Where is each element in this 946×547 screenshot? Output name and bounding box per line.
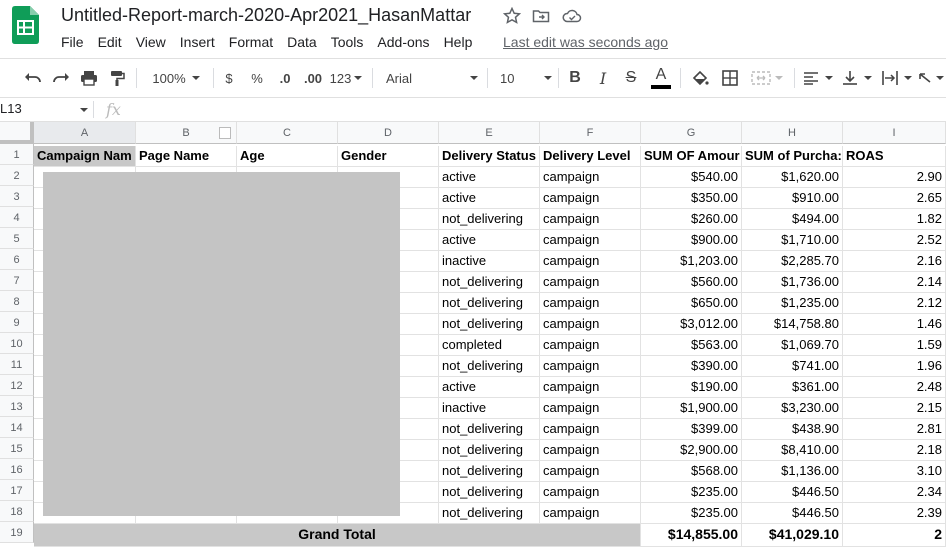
decrease-decimal-button[interactable]: .0 [279, 70, 291, 86]
fill-color-icon[interactable] [690, 59, 710, 97]
cell-roas[interactable]: 2.81 [843, 419, 946, 440]
row-header-12[interactable]: 12 [0, 375, 34, 396]
cell-roas[interactable]: 2.12 [843, 293, 946, 314]
header-cell-e[interactable]: Delivery Status [439, 146, 540, 167]
row-header-13[interactable]: 13 [0, 396, 34, 417]
row-header-5[interactable]: 5 [0, 228, 34, 249]
grand-total-amount[interactable]: $14,855.00 [641, 524, 742, 547]
grand-total-roas[interactable]: 2 [843, 524, 946, 547]
cell-level[interactable]: campaign [540, 209, 641, 230]
font-size-value: 10 [500, 70, 515, 86]
row-header-4[interactable]: 4 [0, 207, 34, 228]
chevron-down-icon [470, 76, 478, 80]
row-header-17[interactable]: 17 [0, 480, 34, 501]
cell-purchase[interactable]: $3,230.00 [742, 398, 843, 419]
cell-status[interactable]: not_delivering [439, 461, 540, 482]
cell-purchase[interactable]: $446.50 [742, 482, 843, 503]
text-color-swatch [651, 85, 671, 89]
menu-insert[interactable]: Insert [179, 34, 215, 50]
redo-icon[interactable] [50, 59, 72, 97]
cell-roas[interactable]: 2.15 [843, 398, 946, 419]
cell-level[interactable]: campaign [540, 398, 641, 419]
chevron-down-icon [192, 76, 200, 80]
cell-purchase[interactable]: $2,285.70 [742, 251, 843, 272]
row-header-16[interactable]: 16 [0, 459, 34, 480]
cell-amount[interactable]: $235.00 [641, 482, 742, 503]
row-header-11[interactable]: 11 [0, 354, 34, 375]
cloud-saved-icon[interactable] [562, 7, 580, 25]
cell-status[interactable]: active [439, 230, 540, 251]
increase-decimal-button[interactable]: .00 [303, 70, 323, 86]
cell-amount[interactable]: $563.00 [641, 335, 742, 356]
row-header-3[interactable]: 3 [0, 186, 34, 207]
chevron-down-icon [864, 76, 872, 80]
cell-roas[interactable]: 2.90 [843, 167, 946, 188]
cell-status[interactable]: not_delivering [439, 272, 540, 293]
cell-level[interactable]: campaign [540, 419, 641, 440]
grand-total-label[interactable]: Grand Total [34, 524, 641, 547]
cell-amount[interactable]: $540.00 [641, 167, 742, 188]
cell-amount[interactable]: $399.00 [641, 419, 742, 440]
row-header-6[interactable]: 6 [0, 249, 34, 270]
header-cell-a[interactable]: Campaign Nam [34, 146, 136, 167]
cell-status[interactable]: not_delivering [439, 482, 540, 503]
header-cell-g[interactable]: SUM OF Amour [641, 146, 742, 167]
cell-roas[interactable]: 1.46 [843, 314, 946, 335]
horizontal-align-icon[interactable] [802, 59, 834, 97]
cell-level[interactable]: campaign [540, 293, 641, 314]
cell-level[interactable]: campaign [540, 272, 641, 293]
header-cell-b[interactable]: Page Name [136, 146, 237, 167]
text-wrapping-icon[interactable] [880, 59, 914, 97]
zoom-select[interactable] [146, 59, 206, 97]
cell-roas[interactable]: 1.96 [843, 356, 946, 377]
cell-roas[interactable]: 2.48 [843, 377, 946, 398]
cell-status[interactable]: inactive [439, 251, 540, 272]
select-all-corner[interactable] [0, 122, 34, 144]
font-size-select[interactable] [494, 59, 552, 97]
strikethrough-button[interactable]: S [625, 69, 637, 86]
chevron-down-icon [354, 76, 362, 80]
menu-file[interactable]: File [61, 34, 84, 50]
cell-status[interactable]: not_delivering [439, 314, 540, 335]
cell-roas[interactable]: 2.52 [843, 230, 946, 251]
cell-level[interactable]: campaign [540, 167, 641, 188]
italic-button[interactable]: I [599, 68, 607, 88]
cell-status[interactable]: active [439, 167, 540, 188]
header-cell-d[interactable]: Gender [338, 146, 439, 167]
cell-purchase[interactable]: $1,710.00 [742, 230, 843, 251]
cell-status[interactable]: completed [439, 335, 540, 356]
cell-amount[interactable]: $390.00 [641, 356, 742, 377]
menu-view[interactable]: View [135, 34, 166, 50]
cell-status[interactable]: not_delivering [439, 209, 540, 230]
cell-level[interactable]: campaign [540, 188, 641, 209]
toolbar [0, 58, 946, 98]
row-header-8[interactable]: 8 [0, 291, 34, 312]
cell-roas[interactable]: 2.39 [843, 503, 946, 524]
cell-level[interactable]: campaign [540, 314, 641, 335]
document-title[interactable]: Untitled-Report-march-2020-Apr2021_HasanMattar [61, 5, 472, 25]
cell-amount[interactable]: $650.00 [641, 293, 742, 314]
move-to-folder-icon[interactable] [532, 7, 550, 25]
cell-roas[interactable]: 3.10 [843, 461, 946, 482]
column-header-f[interactable]: F [540, 122, 641, 144]
cell-level[interactable]: campaign [540, 440, 641, 461]
grand-total-purchase[interactable]: $41,029.10 [742, 524, 843, 547]
cell-purchase[interactable]: $438.90 [742, 419, 843, 440]
function-icon: fx [106, 100, 121, 119]
cell-level[interactable]: campaign [540, 356, 641, 377]
cell-amount[interactable]: $350.00 [641, 188, 742, 209]
cell-purchase[interactable]: $1,736.00 [742, 272, 843, 293]
header-cell-h[interactable]: SUM of Purcha: [742, 146, 843, 167]
name-box-value: L13 [0, 101, 22, 116]
cell-purchase[interactable]: $1,620.00 [742, 167, 843, 188]
chevron-down-icon [904, 76, 912, 80]
menu-addons[interactable]: Add-ons [377, 34, 430, 50]
cell-purchase[interactable]: $741.00 [742, 356, 843, 377]
cell-level[interactable]: campaign [540, 230, 641, 251]
cell-amount[interactable]: $1,900.00 [641, 398, 742, 419]
merge-cells-icon[interactable] [748, 59, 786, 97]
vertical-align-icon[interactable] [840, 59, 874, 97]
formula-input[interactable] [132, 98, 942, 121]
cell-amount[interactable]: $235.00 [641, 503, 742, 524]
header-cell-f[interactable]: Delivery Level [540, 146, 641, 167]
star-icon[interactable] [503, 7, 521, 25]
name-box[interactable] [0, 98, 92, 121]
menu-data[interactable]: Data [287, 34, 317, 50]
last-edit-link[interactable]: Last edit was seconds ago [503, 34, 668, 50]
divider [93, 101, 94, 118]
menu-format[interactable]: Format [228, 34, 274, 50]
chevron-down-icon [825, 76, 833, 80]
cell-status[interactable]: not_delivering [439, 440, 540, 461]
text-color-label: A [655, 66, 667, 83]
column-header-a[interactable]: A [34, 122, 136, 144]
header-cell-c[interactable]: Age [237, 146, 338, 167]
cell-purchase[interactable]: $910.00 [742, 188, 843, 209]
cell-level[interactable]: campaign [540, 461, 641, 482]
column-header-e[interactable]: E [439, 122, 540, 144]
cell-amount[interactable]: $900.00 [641, 230, 742, 251]
cell-status[interactable]: not_delivering [439, 503, 540, 524]
cell-status[interactable]: inactive [439, 398, 540, 419]
column-header-b[interactable]: B [136, 122, 237, 144]
text-color-button[interactable] [650, 59, 672, 97]
cell-amount[interactable]: $260.00 [641, 209, 742, 230]
row-header-1[interactable]: 1 [0, 144, 34, 165]
cell-amount[interactable]: $568.00 [641, 461, 742, 482]
row-header-19[interactable]: 19 [0, 522, 34, 543]
cell-status[interactable]: not_delivering [439, 293, 540, 314]
cell-level[interactable]: campaign [540, 377, 641, 398]
cell-amount[interactable]: $3,012.00 [641, 314, 742, 335]
row-header-7[interactable]: 7 [0, 270, 34, 291]
zoom-value: 100% [152, 70, 186, 86]
header-cell-i[interactable]: ROAS [843, 146, 946, 167]
format-currency-button[interactable]: $ [225, 70, 233, 86]
print-icon[interactable] [78, 59, 100, 97]
chevron-down-icon [80, 108, 88, 112]
more-formats-button[interactable] [329, 59, 363, 97]
paint-format-icon[interactable] [106, 59, 128, 97]
menu-help[interactable]: Help [443, 34, 473, 50]
cell-level[interactable]: campaign [540, 335, 641, 356]
cell-roas[interactable]: 2.14 [843, 272, 946, 293]
bold-button[interactable]: B [569, 69, 581, 86]
cell-status[interactable]: not_delivering [439, 419, 540, 440]
column-header-c[interactable]: C [237, 122, 338, 144]
text-rotation-icon[interactable] [918, 59, 946, 97]
row-header-18[interactable]: 18 [0, 501, 34, 522]
cell-roas[interactable]: 1.82 [843, 209, 946, 230]
redacted-region [43, 172, 400, 516]
cell-purchase[interactable]: $1,136.00 [742, 461, 843, 482]
formula-bar [0, 98, 946, 122]
menu-bar [61, 33, 486, 53]
row-header-9[interactable]: 9 [0, 312, 34, 333]
cell-roas[interactable]: 2.18 [843, 440, 946, 461]
cell-status[interactable]: active [439, 377, 540, 398]
cell-status[interactable]: active [439, 188, 540, 209]
cell-purchase[interactable]: $446.50 [742, 503, 843, 524]
column-header-h[interactable]: H [742, 122, 843, 144]
chevron-down-icon [936, 76, 944, 80]
cell-amount[interactable]: $2,900.00 [641, 440, 742, 461]
row-header-15[interactable]: 15 [0, 438, 34, 459]
column-header-i[interactable]: I [843, 122, 946, 144]
cell-roas[interactable]: 2.65 [843, 188, 946, 209]
format-percent-button[interactable]: % [251, 70, 263, 86]
cell-level[interactable]: campaign [540, 251, 641, 272]
column-header-d[interactable]: D [338, 122, 439, 144]
undo-icon[interactable] [22, 59, 44, 97]
cell-amount[interactable]: $190.00 [641, 377, 742, 398]
cell-level[interactable]: campaign [540, 482, 641, 503]
menu-edit[interactable]: Edit [97, 34, 122, 50]
chevron-down-icon [544, 76, 552, 80]
borders-icon[interactable] [720, 59, 740, 97]
sheets-logo-icon[interactable] [12, 6, 39, 44]
cell-purchase[interactable]: $8,410.00 [742, 440, 843, 461]
menu-tools[interactable]: Tools [330, 34, 364, 50]
filter-dropdown-icon[interactable] [219, 127, 231, 139]
chevron-down-icon [775, 76, 783, 80]
font-name: Arial [386, 70, 413, 86]
font-select[interactable] [382, 59, 478, 97]
cell-level[interactable]: campaign [540, 503, 641, 524]
cell-roas[interactable]: 2.34 [843, 482, 946, 503]
cell-purchase[interactable]: $1,235.00 [742, 293, 843, 314]
cell-amount[interactable]: $560.00 [641, 272, 742, 293]
cell-status[interactable]: not_delivering [439, 356, 540, 377]
more-formats-label: 123 [329, 70, 352, 86]
row-header-2[interactable]: 2 [0, 165, 34, 186]
cell-purchase[interactable]: $494.00 [742, 209, 843, 230]
cell-roas[interactable]: 1.59 [843, 335, 946, 356]
cell-purchase[interactable]: $1,069.70 [742, 335, 843, 356]
cell-amount[interactable]: $1,203.00 [641, 251, 742, 272]
cell-purchase[interactable]: $14,758.80 [742, 314, 843, 335]
row-header-14[interactable]: 14 [0, 417, 34, 438]
column-header-g[interactable]: G [641, 122, 742, 144]
cell-roas[interactable]: 2.16 [843, 251, 946, 272]
cell-purchase[interactable]: $361.00 [742, 377, 843, 398]
row-header-10[interactable]: 10 [0, 333, 34, 354]
